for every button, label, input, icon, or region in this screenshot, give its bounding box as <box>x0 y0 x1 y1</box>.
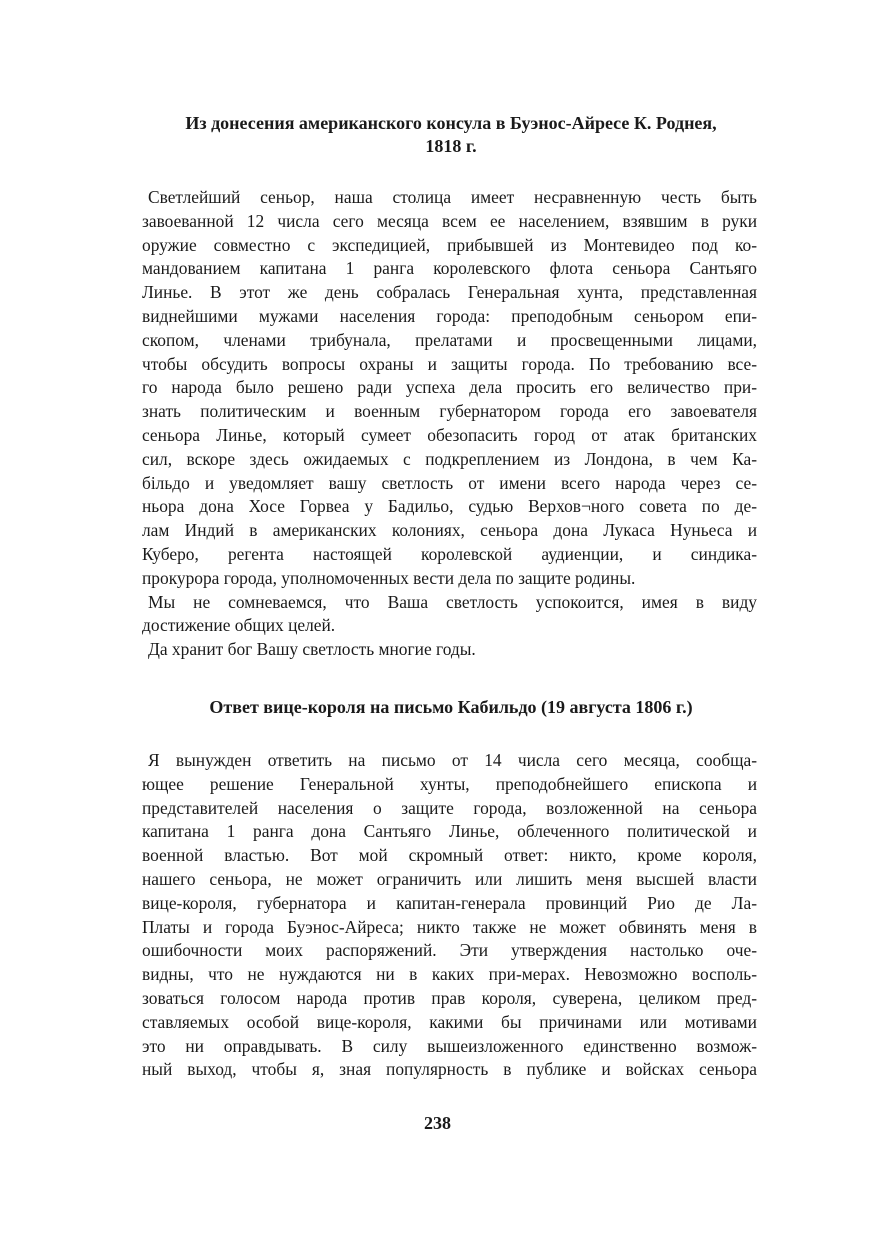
title-line: Из донесения американского консула в Буэнос-Айресе К. Роднея, <box>185 113 717 133</box>
text-line: скопом, членами трибунала, прелатами и просвещенными лицами, <box>142 329 757 350</box>
section-2-title <box>145 696 757 719</box>
text-line: это ни оправдывать. В силу вышеизложенного единственно возмож- <box>142 1035 757 1056</box>
text-line: ющее решение Генеральной хунты, преподобнейшего епископа и <box>142 773 757 794</box>
text-line: чтобы обсудить вопросы охраны и защиты города. По требованию все- <box>142 353 757 374</box>
text-line: Линье. В этот же день собралась Генеральная хунта, представленная <box>142 282 757 303</box>
text-line: ставляемых особой вице-короля, какими бы причинами или мотивами <box>142 1011 757 1032</box>
text-line: капитана 1 ранга дона Сантьяго Линье, облеченного политической и <box>142 821 757 842</box>
text-line: го народа было решено ради успеха дела просить его величество при- <box>142 377 757 398</box>
text-line: ньора дона Хосе Горвеа у Бадильо, судью Верхов¬ного совета по де- <box>142 496 757 517</box>
text-line: виднейшими мужами населения города: преподобным сеньором епи- <box>142 305 757 326</box>
text-line: завоеванной 12 числа сего месяца всем ее населением, взявшим в руки <box>142 210 757 231</box>
paragraph <box>145 638 757 662</box>
text-line: Куберо, регента настоящей королевской аудиенции, и синдика- <box>142 543 757 564</box>
text-line: сил, вскоре здесь ожидаемых с подкреплением из Лондона, в чем Ка- <box>142 448 757 469</box>
text-line: знать политическим и военным губернатором города его завоевателя <box>142 401 757 422</box>
text-line: ный выход, чтобы я, зная популярность в публике и войсках сеньора <box>142 1059 757 1080</box>
title-line: Ответ вице-короля на письмо Кабильдо (19 августа 1806 г.) <box>209 696 693 717</box>
text-line: оружие совместно с экспедицией, прибывшей из Монтевидео под ко- <box>142 234 757 255</box>
section-1-title <box>145 112 757 158</box>
text-line: военной властью. Вот мой скромный ответ: никто, кроме короля, <box>142 845 757 866</box>
text-line: представителей населения о защите города, возложенной на сеньора <box>142 797 757 818</box>
text-line: лам Индий в американских колониях, сеньора дона Лукаса Нуньеса и <box>142 520 757 541</box>
text-line: мандованием капитана 1 ранга королевского флота сеньора Сантьяго <box>142 258 757 279</box>
text-line: достижение общих целей. <box>142 615 336 636</box>
text-line: більдо и уведомляет вашу светлость от имени всего народа через се- <box>142 472 757 493</box>
text-line: вице-короля, губернатора и капитан-генерала провинций Рио де Ла- <box>142 892 757 913</box>
text-line: ошибочности моих распоряжений. Эти утверждения настолько оче- <box>142 940 757 961</box>
text-line: видны, что не нуждаются ни в каких при-мерах. Невозможно восполь- <box>142 964 757 985</box>
text-line: Я вынужден ответить на письмо от 14 числа сего месяца, сообща- <box>148 749 757 770</box>
text-line: прокурора города, уполномоченных вести дела по защите родины. <box>142 567 636 588</box>
section-1-body <box>142 186 757 662</box>
text-line: нашего сеньора, не может ограничить или лишить меня высшей власти <box>142 868 757 889</box>
text-line: сеньора Линье, который сумеет обезопасить город от атак британских <box>142 424 757 445</box>
paragraph <box>142 186 757 591</box>
section-2-body <box>142 749 757 1082</box>
text-line: Платы и города Буэнос-Айреса; никто также не может обвинять меня в <box>142 916 757 937</box>
paragraph <box>142 591 757 639</box>
document-page <box>142 112 757 1082</box>
title-line: 1818 г. <box>425 136 477 156</box>
text-line: Мы не сомневаемся, что Ваша светлость успокоится, имея в виду <box>148 591 757 612</box>
text-line: Да хранит бог Вашу светлость многие годы. <box>148 639 476 660</box>
text-line: зоваться голосом народа против прав короля, суверена, целиком пред- <box>142 987 757 1008</box>
page-number: 238 <box>424 1113 451 1133</box>
text-line: Светлейший сеньор, наша столица имеет несравненную честь быть <box>148 187 757 207</box>
paragraph <box>142 749 757 1082</box>
